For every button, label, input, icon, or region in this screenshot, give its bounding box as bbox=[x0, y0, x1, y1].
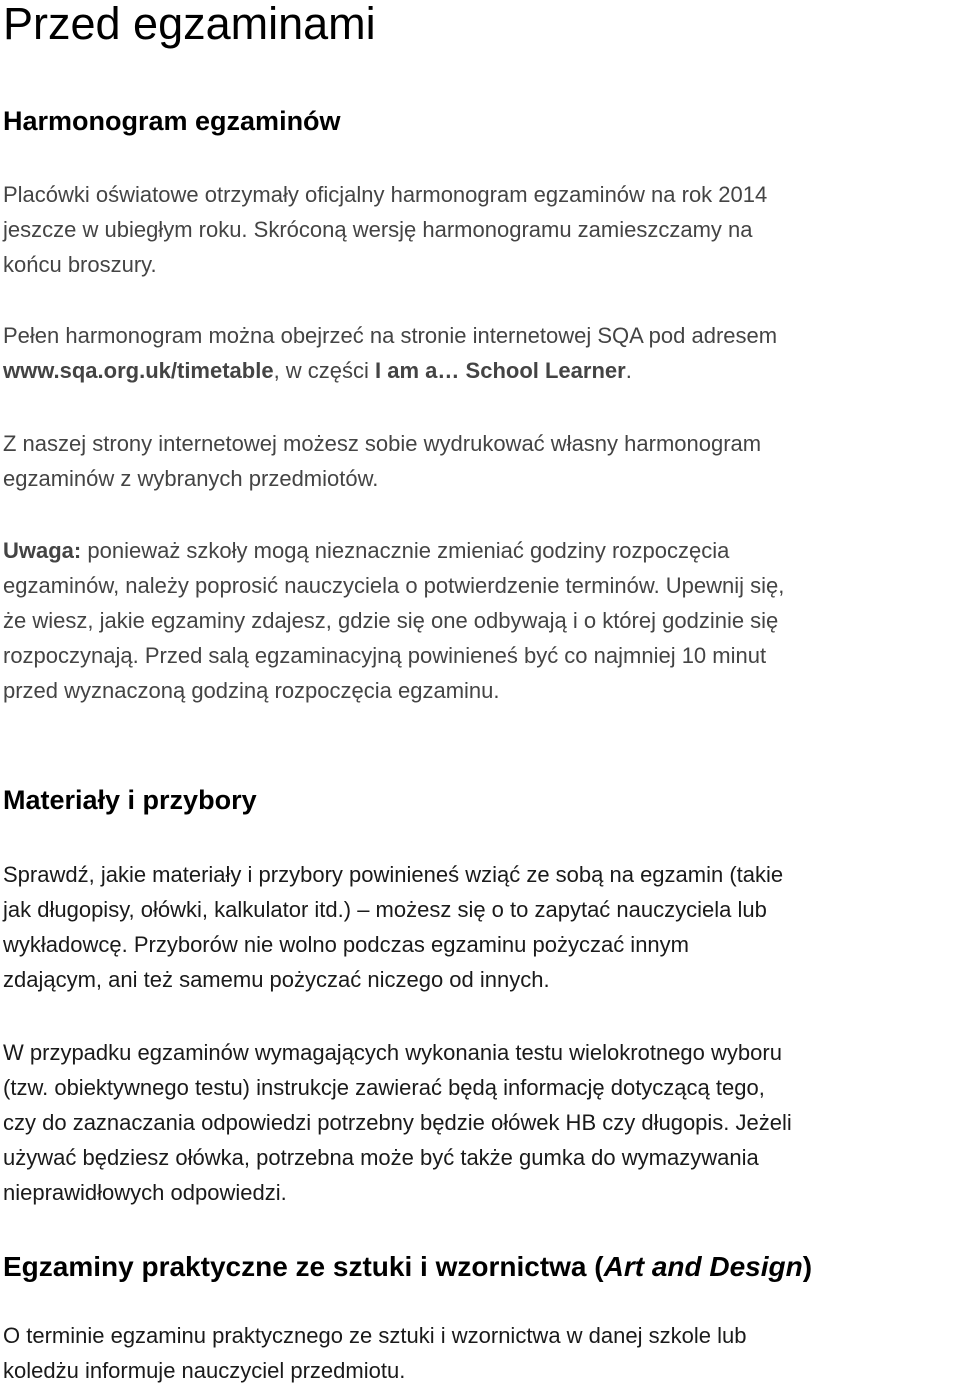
text-line: wykładowcę. Przyborów nie wolno podczas egzaminu pożyczać innym bbox=[3, 932, 689, 957]
paragraph-harmonogram-sqa bbox=[3, 318, 960, 388]
heading-fragment: Egzaminy praktyczne ze sztuki i wzornictwa ( bbox=[3, 1251, 604, 1282]
text-line: (tzw. obiektywnego testu) instrukcje zawierać będą informację dotyczącą tego, bbox=[3, 1075, 765, 1100]
text-line bbox=[3, 353, 960, 388]
text-line: egzaminów, należy poprosić nauczyciela o potwierdzenie terminów. Upewnij się, bbox=[3, 573, 785, 598]
heading-fragment: ) bbox=[802, 1251, 813, 1282]
paragraph-test-wyboru bbox=[3, 1035, 960, 1210]
section-heading-harmonogram: Harmonogram egzaminów bbox=[3, 106, 341, 136]
text-fragment: ponieważ szkoły mogą nieznacznie zmieniać godziny rozpoczęcia bbox=[81, 538, 730, 563]
text-line: Pełen harmonogram można obejrzeć na stronie internetowej SQA pod adresem bbox=[3, 323, 778, 348]
text-line: używać będziesz ołówka, potrzebna może być także gumka do wymazywania bbox=[3, 1145, 759, 1170]
text-line: egzaminów z wybranych przedmiotów. bbox=[3, 466, 379, 491]
section-heading-materialy: Materiały i przybory bbox=[3, 785, 257, 815]
section-heading-art-and-design bbox=[3, 1248, 812, 1286]
text-line: końcu broszury. bbox=[3, 252, 157, 277]
paragraph-uwaga bbox=[3, 533, 960, 708]
text-line: koledżu informuje nauczyciel przedmiotu. bbox=[3, 1358, 406, 1383]
text-line: rozpoczynają. Przed salą egzaminacyjną powinieneś być co najmniej 10 minut bbox=[3, 643, 767, 668]
text-line: nieprawidłowych odpowiedzi. bbox=[3, 1180, 287, 1205]
text-line: przed wyznaczoną godziną rozpoczęcia egzaminu. bbox=[3, 678, 500, 703]
paragraph-harmonogram-intro bbox=[3, 177, 960, 282]
note-label: Uwaga: bbox=[3, 538, 82, 563]
sqa-url-link[interactable]: www.sqa.org.uk/timetable bbox=[3, 358, 274, 383]
text-fragment: . bbox=[625, 358, 632, 383]
text-line: Sprawdź, jakie materiały i przybory powinieneś wziąć ze sobą na egzamin (takie bbox=[3, 862, 784, 887]
text-line: czy do zaznaczania odpowiedzi potrzebny będzie ołówek HB czy długopis. Jeżeli bbox=[3, 1110, 792, 1135]
text-fragment: , w części bbox=[273, 358, 376, 383]
text-line: zdającym, ani też samemu pożyczać niczego od innych. bbox=[3, 967, 550, 992]
text-line: Placówki oświatowe otrzymały oficjalny harmonogram egzaminów na rok 2014 bbox=[3, 182, 768, 207]
text-line: jeszcze w ubiegłym roku. Skróconą wersję harmonogramu zamieszczamy na bbox=[3, 217, 753, 242]
paragraph-print-timetable bbox=[3, 426, 960, 496]
page-title: Przed egzaminami bbox=[3, 0, 376, 49]
section-name: I am a… School Learner bbox=[375, 358, 626, 383]
text-line: W przypadku egzaminów wymagających wykonania testu wielokrotnego wyboru bbox=[3, 1040, 782, 1065]
text-line: Z naszej strony internetowej możesz sobie wydrukować własny harmonogram bbox=[3, 431, 762, 456]
text-line: O terminie egzaminu praktycznego ze sztuki i wzornictwa w danej szkole lub bbox=[3, 1323, 747, 1348]
paragraph-materialy bbox=[3, 857, 960, 997]
paragraph-art-and-design bbox=[3, 1318, 960, 1388]
text-line: jak długopisy, ołówki, kalkulator itd.) – możesz się o to zapytać nauczyciela lub bbox=[3, 897, 767, 922]
heading-italic-fragment: Art and Design bbox=[603, 1251, 803, 1282]
text-line bbox=[3, 533, 960, 568]
text-line: że wiesz, jakie egzaminy zdajesz, gdzie się one odbywają i o której godzinie się bbox=[3, 608, 779, 633]
